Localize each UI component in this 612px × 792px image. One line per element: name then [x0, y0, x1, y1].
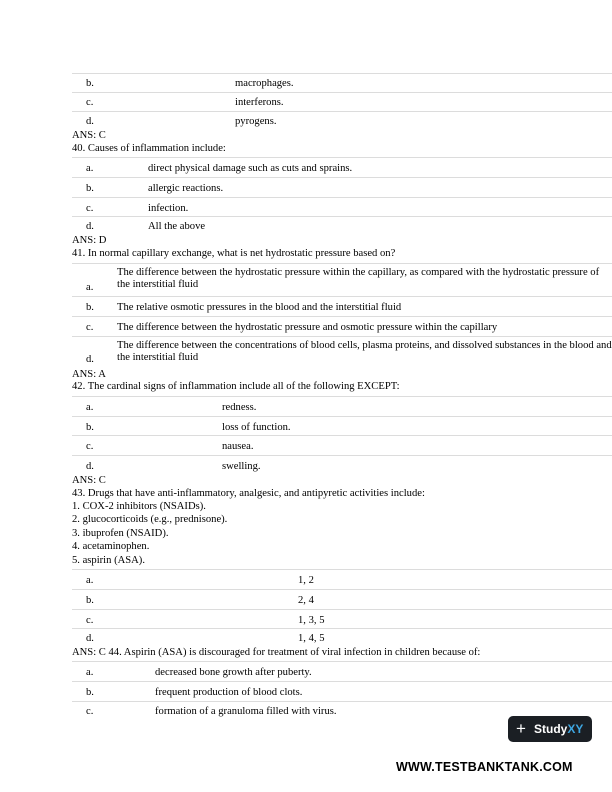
brand-name-part1: Study: [534, 722, 568, 736]
option-letter: c.: [86, 615, 94, 626]
question-text: 41. In normal capillary exchange, what is net hydrostatic pressure based on?: [72, 248, 396, 259]
option-text: The difference between the hydrostatic pressure and osmotic pressure within the capillary: [117, 322, 498, 333]
question-text: 43. Drugs that have anti-inflammatory, analgesic, and antipyretic activities include:: [72, 488, 425, 499]
option-text: frequent production of blood clots.: [155, 687, 303, 698]
option-letter: a.: [86, 667, 94, 678]
option-row: [72, 681, 612, 701]
option-row: [72, 569, 612, 589]
option-letter: a.: [86, 282, 94, 293]
option-text: allergic reactions.: [148, 183, 224, 194]
option-letter: a.: [86, 575, 94, 586]
option-text: macrophages.: [235, 78, 294, 89]
option-row: [72, 455, 612, 475]
option-text: interferons.: [235, 97, 284, 108]
answer-line: ANS: A: [72, 369, 106, 380]
option-row: [72, 73, 612, 92]
option-letter: b.: [86, 595, 94, 606]
answer-line: ANS: D: [72, 235, 107, 246]
answer-line: ANS: C: [72, 130, 106, 141]
option-text: direct physical damage such as cuts and sprains.: [148, 163, 353, 174]
option-text: 1, 3, 5: [298, 615, 325, 626]
option-letter: b.: [86, 422, 94, 433]
option-letter: d.: [86, 116, 94, 127]
list-item: 5. aspirin (ASA).: [72, 555, 145, 566]
option-row: [72, 296, 612, 316]
option-letter: c.: [86, 97, 94, 108]
option-text: redness.: [222, 402, 257, 413]
option-row: [72, 216, 612, 235]
option-row: [72, 197, 612, 217]
option-row: [72, 435, 612, 455]
option-letter: c.: [86, 322, 94, 333]
option-row: [72, 609, 612, 629]
answer-line: ANS: C: [72, 475, 106, 486]
option-row: [72, 589, 612, 609]
option-letter: d.: [86, 633, 94, 644]
option-letter: d.: [86, 354, 94, 365]
brand-name: [534, 722, 583, 736]
list-item: 2. glucocorticoids (e.g., prednisone).: [72, 514, 228, 525]
list-item: 3. ibuprofen (NSAID).: [72, 528, 169, 539]
question-text: 40. Causes of inflammation include:: [72, 143, 226, 154]
option-row: [72, 157, 612, 177]
plus-icon: +: [516, 719, 526, 738]
option-letter: b.: [86, 302, 94, 313]
footer-url: WWW.TESTBANKTANK.COM: [396, 760, 573, 774]
option-letter: a.: [86, 163, 94, 174]
option-letter: c.: [86, 441, 94, 452]
option-text: swelling.: [222, 461, 261, 472]
option-row: [72, 177, 612, 197]
option-letter: a.: [86, 402, 94, 413]
option-text: The difference between the concentrations of blood cells, plasma proteins, and dissolved substances in the blood and the interstitial fluid: [117, 340, 612, 363]
option-text: nausea.: [222, 441, 254, 452]
option-text: 2, 4: [298, 595, 314, 606]
question-text: ANS: C 44. Aspirin (ASA) is discouraged for treatment of viral infection in children because of:: [72, 647, 481, 658]
option-letter: b.: [86, 183, 94, 194]
option-row: [72, 628, 612, 647]
question-text: 42. The cardinal signs of inflammation include all of the following EXCEPT:: [72, 381, 400, 392]
option-letter: b.: [86, 687, 94, 698]
option-row: [72, 661, 612, 681]
brand-name-part2: XY: [567, 722, 584, 736]
option-letter: c.: [86, 203, 94, 214]
option-text: The difference between the hydrostatic pressure within the capillary, as compared with the hydrostatic pressure of the interstitial fluid: [117, 267, 600, 290]
option-text: formation of a granuloma filled with virus.: [155, 706, 337, 717]
option-letter: d.: [86, 221, 94, 232]
option-text: 1, 2: [298, 575, 314, 586]
option-row: [72, 263, 612, 296]
option-row: [72, 111, 612, 130]
option-row: [72, 92, 612, 111]
list-item: 1. COX-2 inhibitors (NSAIDs).: [72, 501, 206, 512]
list-item: 4. acetaminophen.: [72, 541, 150, 552]
option-letter: d.: [86, 461, 94, 472]
option-text: 1, 4, 5: [298, 633, 325, 644]
option-text: The relative osmotic pressures in the blood and the interstitial fluid: [117, 302, 402, 313]
studyxy-badge[interactable]: [508, 716, 592, 742]
option-text: infection.: [148, 203, 189, 214]
option-row: [72, 416, 612, 436]
option-text: loss of function.: [222, 422, 291, 433]
option-row: [72, 316, 612, 336]
option-row: [72, 396, 612, 416]
option-text: decreased bone growth after puberty.: [155, 667, 312, 678]
option-text: All the above: [148, 221, 206, 232]
option-letter: c.: [86, 706, 94, 717]
option-text: pyrogens.: [235, 116, 277, 127]
option-letter: b.: [86, 78, 94, 89]
option-row: [72, 336, 612, 369]
